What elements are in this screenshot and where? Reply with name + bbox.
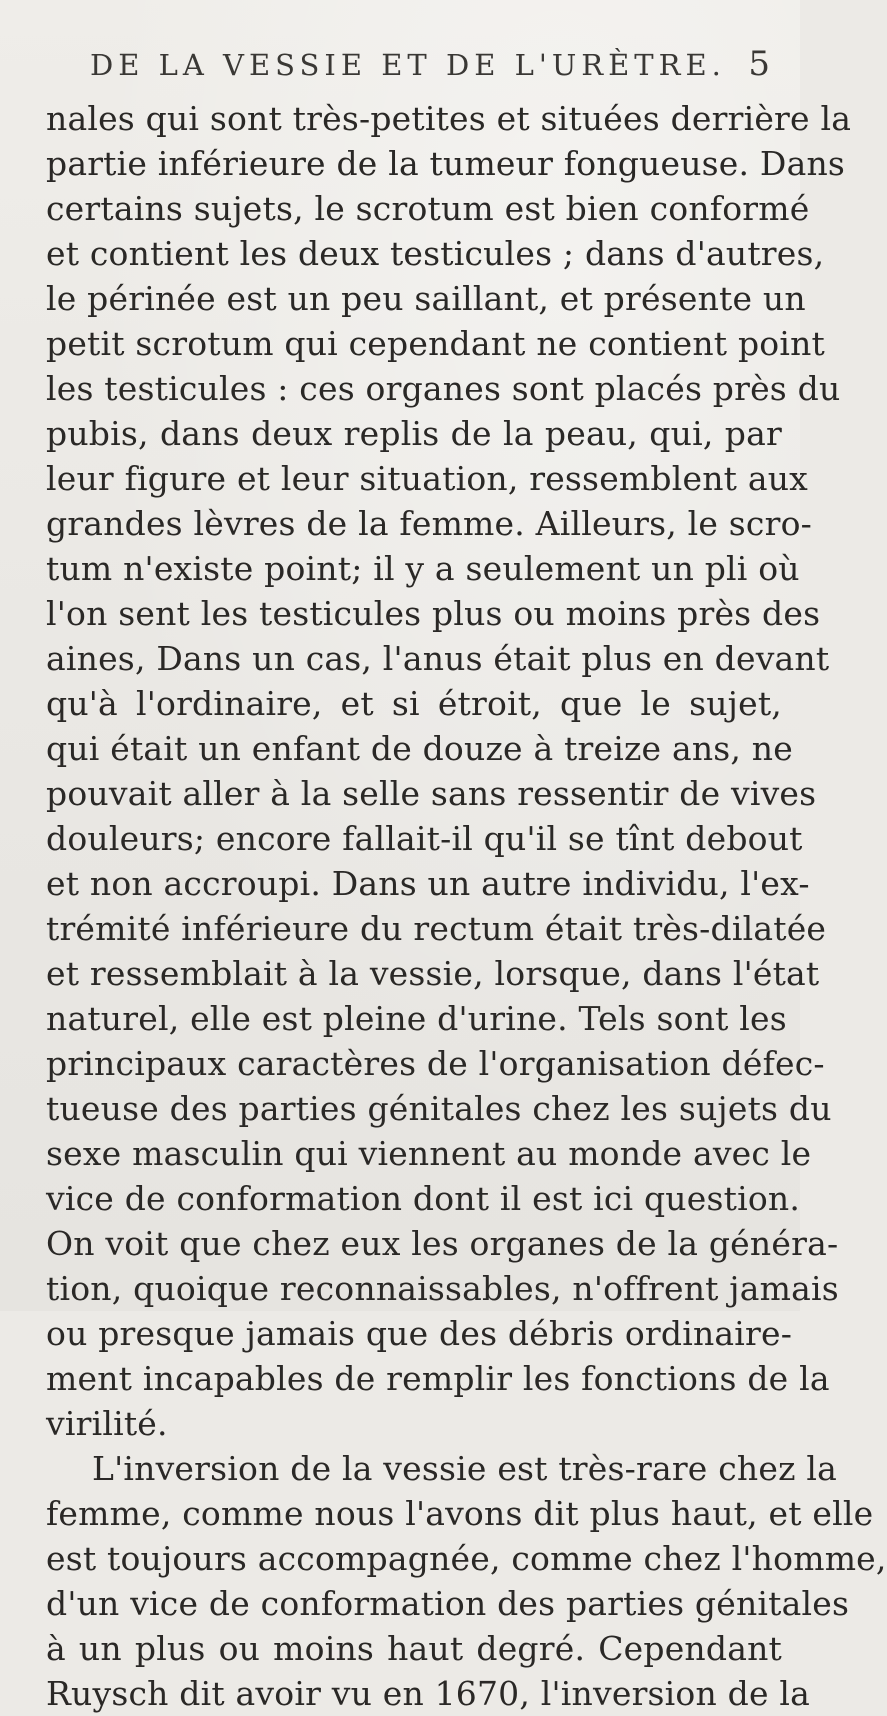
text-line: tion, quoique reconnaissables, n'offrent jamais	[46, 1269, 839, 1308]
text-line: d'un vice de conformation des parties génitales	[46, 1584, 850, 1623]
body-text	[46, 96, 887, 1716]
paragraph-first-line: L'inversion de la vessie est très-rare chez la	[92, 1449, 837, 1488]
text-line: leur figure et leur situation, ressemblent aux	[46, 459, 808, 498]
text-line: naturel, elle est pleine d'urine. Tels sont les	[46, 999, 787, 1038]
text-line: le périnée est un peu saillant, et présente un	[46, 279, 806, 318]
text-line: l'on sent les testicules plus ou moins près des	[46, 594, 821, 633]
text-line: partie inférieure de la tumeur fongueuse. Dans	[46, 144, 846, 183]
text-line: à un plus ou moins haut degré. Cependant	[46, 1629, 782, 1668]
text-line: pubis, dans deux replis de la peau, qui, par	[46, 414, 782, 453]
text-line: et ressemblait à la vessie, lorsque, dans l'état	[46, 954, 820, 993]
text-line: petit scrotum qui cependant ne contient point	[46, 324, 826, 363]
text-line: qui était un enfant de douze à treize ans, ne	[46, 729, 793, 768]
text-line: vice de conformation dont il est ici question.	[46, 1179, 801, 1218]
text-line: aines, Dans un cas, l'anus était plus en devant	[46, 639, 830, 678]
text-line: ou presque jamais que des débris ordinaire-	[46, 1314, 793, 1353]
text-line: qu'à l'ordinaire, et si étroit, que le sujet,	[46, 684, 782, 723]
text-line: ment incapables de remplir les fonctions de la	[46, 1359, 830, 1398]
text-line: est toujours accompagnée, comme chez l'homme,	[46, 1539, 887, 1578]
text-line: pouvait aller à la selle sans ressentir de vives	[46, 774, 817, 813]
text-line: sexe masculin qui viennent au monde avec le	[46, 1134, 812, 1173]
text-line: et contient les deux testicules ; dans d'autres,	[46, 234, 825, 273]
text-line: tueuse des parties génitales chez les sujets du	[46, 1089, 832, 1128]
running-title: DE LA VESSIE ET DE L'URÈTRE.	[90, 48, 726, 82]
text-line: virilité.	[46, 1404, 168, 1443]
text-line: grandes lèvres de la femme. Ailleurs, le scro-	[46, 504, 813, 543]
text-line: les testicules : ces organes sont placés près du	[46, 369, 841, 408]
text-line: nales qui sont très-petites et situées derrière la	[46, 99, 852, 138]
page-number: 5	[748, 44, 770, 84]
text-line: et non accroupi. Dans un autre individu, l'ex-	[46, 864, 810, 903]
text-line: trémité inférieure du rectum était très-dilatée	[46, 909, 827, 948]
text-line: On voit que chez eux les organes de la généra-	[46, 1224, 839, 1263]
text-line: principaux caractères de l'organisation défec-	[46, 1044, 825, 1083]
running-head	[90, 44, 770, 88]
text-line: tum n'existe point; il y a seulement un pli où	[46, 549, 800, 588]
text-line: Ruysch dit avoir vu en 1670, l'inversion de la	[46, 1674, 811, 1713]
text-line: femme, comme nous l'avons dit plus haut, et elle	[46, 1494, 874, 1533]
text-line: certains sujets, le scrotum est bien conformé	[46, 189, 810, 228]
text-line: douleurs; encore fallait-il qu'il se tînt debout	[46, 819, 803, 858]
